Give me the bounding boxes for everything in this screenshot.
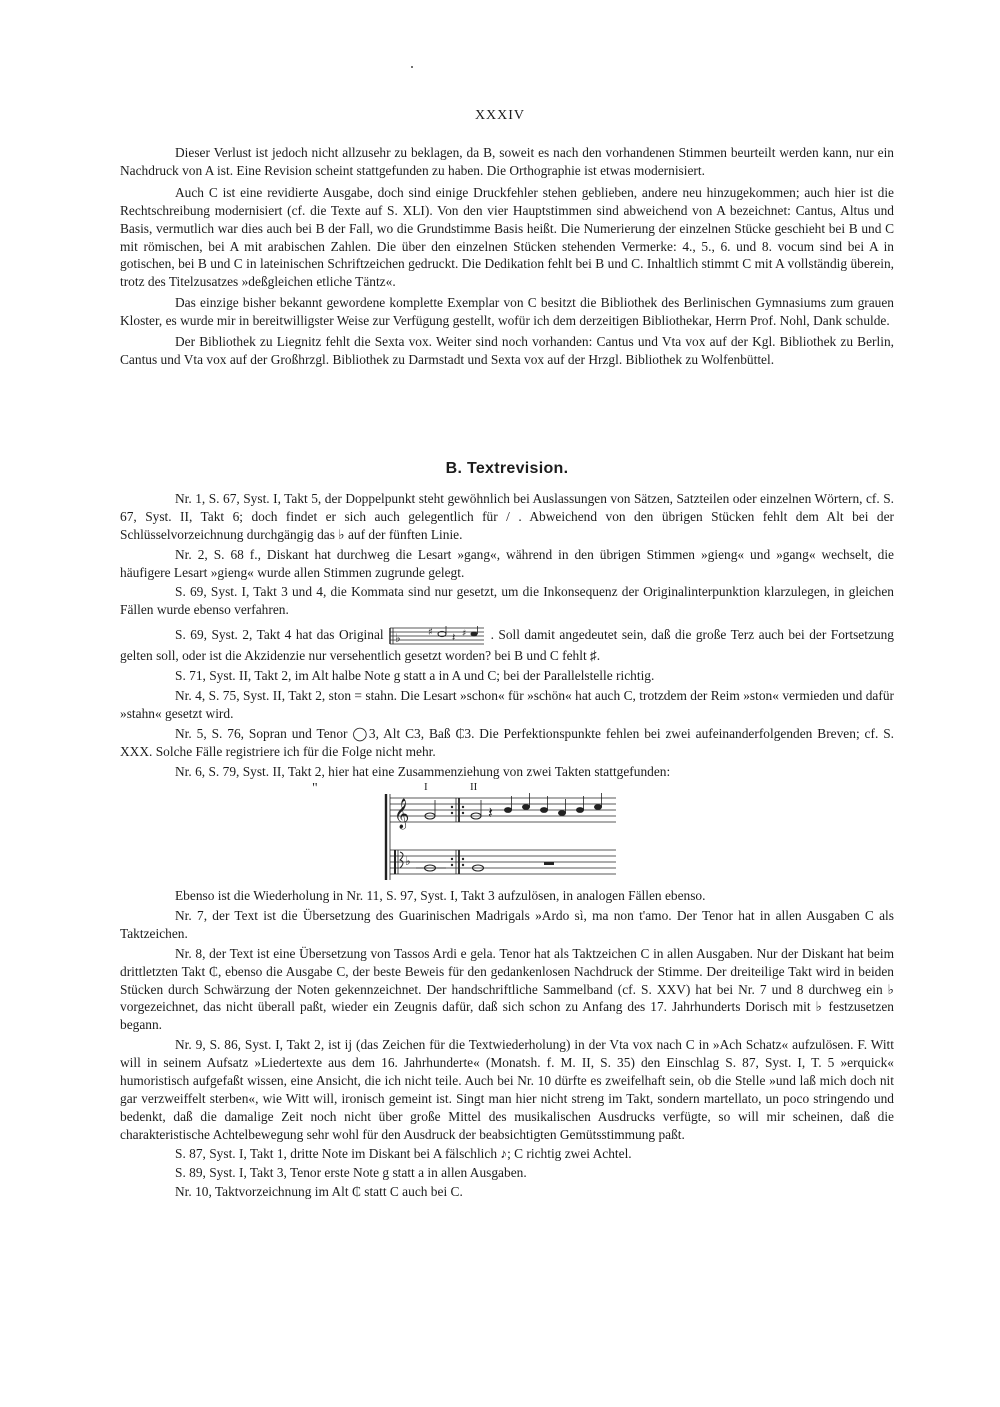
paragraph: Nr. 5, S. 76, Sopran und Tenor ◯3, Alt C3, Baß ₵3. Die Perfektionspunkte fehlen bei zwei aufeinanderfolgenden Breven; cf. S. XXX. Solche Fälle registriere ich für die Folge nicht mehr. <box>120 725 894 759</box>
svg-text:♯: ♯ <box>462 629 467 640</box>
music-score-example <box>312 778 622 888</box>
section-a <box>120 144 894 369</box>
flat-sign-icon: ♭ <box>405 854 411 868</box>
inline-example-lead: S. 69, Syst. 2, Takt 4 hat das Original <box>175 627 384 643</box>
section-b <box>120 460 894 781</box>
page-number: XXXIV <box>474 108 526 123</box>
print-speck <box>411 66 413 68</box>
paragraph: Nr. 9, S. 86, Syst. I, Takt 2, ist ij (das Zeichen für die Textwiederholung) in der Vta vox nach C in »Ach Schatz« aufzulösen. F. Witt will in seinem Aufsatz »Liedertexte aus dem 16. Jahrhunderte« (Monatsh. f. M. II, S. 35) den Einschlag S. 87, Syst. I, T. 5 »erquick« humoristisch aufgefaßt wissen, eine Ansicht, die ich nicht teile. Auch bei Nr. 10 dürfte es zweifelhaft sein, ob die Stelle »und laß mich doch nit gar verzweiffelt sterben«, wie Witt will, ironisch gemeint ist. Singt man hier nicht streng im Takt, sondern martellato, un poco stringendo und bedenkt, daß die damalige Zeit noch nicht über große Mittel des musikalischen Ausdrucks verfügte, so will mir scheinen, daß die charakteristische Achtelbewegung sehr wohl für den Ausdruck der beabsichtigten Gemütsstimmung paßt. <box>120 1037 894 1142</box>
paragraph: Nr. 2, S. 68 f., Diskant hat durchweg die Lesart »gang«, während in den übrigen Stimmen »gieng« und »gang« wechselt, die häufigere Lesart »gieng« wurde allen Stimmen zugrunde gelegt. <box>120 546 894 580</box>
svg-text:𝄽: 𝄽 <box>452 631 456 645</box>
paragraph: Auch C ist eine revidierte Ausgabe, doch sind einige Druckfehler stehen geblieben, andere neu hinzugekommen; auch hier ist die Rechtschreibung modernisiert (cf. die Texte auf S. XLI). Von den vier Hauptstimmen sind abweichend von A bezeichnet: Cantus, Altus und Basis, vermutlich war dies auch bei B der Fall, wo die Grundstimme Basis heißt. Die Numerierung der einzelnen Stücke geschieht bei B und C mit römischen, bei A mit arabischen Zahlen. Die über den einzelnen Stücken stehenden Vermerke: 4., 5., 6. und 8. vocum sind bei A in gotischen, bei B und C in lateinischen Schriftzeichen gedruckt. Die Dedikation fehlt bei B und C. Inhaltlich stimmt C mit A vollständig überein, trotz des Titelzusatzes »deßgleichen etliche Täntz«. <box>120 184 894 290</box>
section-b-continued <box>120 887 894 1200</box>
treble-clef-icon: 𝄞 <box>394 799 410 829</box>
paragraph: S. 71, Syst. II, Takt 2, im Alt halbe Note g statt a in A und C; bei der Parallelstelle richtig. <box>175 668 655 684</box>
paragraph: Nr. 8, der Text ist eine Übersetzung von Tassos Ardi e gela. Tenor hat als Taktzeichen C in allen Ausgaben. Nur der Diskant hat beim drittletzten Takt ₵, ebenso die Ausgabe C, der beste Beweis für den gedankenlosen Nachdruck der Stimme. Der dreiteilige Takt wird in beiden Stücken durch Schwärzung der Noten gekennzeichnet. Der handschriftliche Sammelband (cf. S. XXV) hat bei Nr. 7 und 8 durchweg ein ♭ vorgezeichnet, das nicht überall paßt, wieder ein Zeugnis dafür, daß sich schon zu Anfang des 17. Jahrhunderts Dorisch mit ♭ festzusetzen begann. <box>120 945 894 1033</box>
bar-label-one: I <box>424 781 428 793</box>
paragraph: Ebenso ist die Wiederholung in Nr. 11, S. 97, Syst. I, Takt 3 aufzulösen, in analogen Fällen ebenso. <box>175 888 706 903</box>
bar-label-two: II <box>470 781 478 793</box>
score-quote-mark: " <box>312 781 318 796</box>
paragraph: Nr. 4, S. 75, Syst. II, Takt 2, ston = stahn. Die Lesart »schon« für »schön« hat auch C, trotzdem der Reim »ston« vermieden und dafür »stahn« gesetzt wird. <box>120 688 894 721</box>
paragraph: S. 87, Syst. I, Takt 1, dritte Note im Diskant bei A fälschlich ♪; C richtig zwei Achtel. <box>175 1145 632 1161</box>
paragraph: Nr. 6, S. 79, Syst. II, Takt 2, hier hat eine Zusammenziehung von zwei Takten stattgefunden: <box>175 763 671 779</box>
paragraph: Nr. 7, der Text ist die Übersetzung des Guarinischen Madrigals »Ardo sì, ma non t'amo. Der Tenor hat in allen Ausgaben C als Taktzeichen. <box>120 907 894 941</box>
paragraph: S. 69, Syst. I, Takt 3 und 4, die Kommata sind nur gesetzt, um die Inkonsequenz der Originalinterpunktion klarzulegen, in gleichen Fällen wurde ebenso verfahren. <box>120 584 894 618</box>
paragraph-with-music-example <box>120 625 894 665</box>
paragraph: Dieser Verlust ist jedoch nicht allzusehr zu beklagen, da B, soweit es nach den vorhandenen Stimmen beurteilt werden kann, nur ein Nachdruck von A ist. Eine Revision scheint stattgefunden zu haben. Die Orthographie ist etwas modernisiert. <box>120 145 894 178</box>
paragraph: Das einzige bisher bekannt gewordene komplette Exemplar von C besitzt die Bibliothek des Berlinischen Gymnasiums zum grauen Kloster, es wurde mir in bereitwilligster Weise zur Verfügung gestellt, wofür ich dem derzeitigen Bibliothekar, Herrn Prof. Nohl, Dank schulde. <box>120 295 894 329</box>
lower-staff <box>390 850 616 874</box>
section-heading: B. Textrevision. <box>445 460 569 477</box>
paragraph: Nr. 1, S. 67, Syst. I, Takt 5, der Doppelpunkt steht gewöhnlich bei Auslassungen von Sätzen, Satzteilen oder einzelnen Wörtern, cf. S. 67, Syst. II, Takt 6; doch findet er sich auch gelegentlich für / . Abweichend von den übrigen Stücken fehlt dem Alt bei der Schlüsselvorzeichnung durchgängig das ♭ auf der fünften Linie. <box>120 490 894 542</box>
inline-example-tail: . Soll damit angedeutet sein, daß die große Terz auch bei der Fortsetzung gelten soll, oder ist die Akzidenzie nur versehentlich gesetzt worden? bei B und C fehlt ♯. <box>120 627 894 664</box>
paragraph: Der Bibliothek zu Liegnitz fehlt die Sexta vox. Weiter sind noch vorhanden: Cantus und Vta vox auf der Kgl. Bibliothek zu Berlin, Cantus und Vta vox auf der Großhrzgl. Bibliothek zu Darmstadt und Sexta vox auf der Hrzgl. Bibliothek zu Wolfenbüttel. <box>120 334 894 367</box>
inline-music-example <box>388 625 486 647</box>
paragraph: Nr. 10, Taktvorzeichnung im Alt ₵ statt C auch bei C. <box>175 1183 463 1199</box>
paragraph: S. 89, Syst. I, Takt 3, Tenor erste Note g statt a in allen Ausgaben. <box>175 1164 527 1180</box>
svg-text:𝄽: 𝄽 <box>488 803 493 822</box>
svg-text:♯: ♯ <box>428 627 433 639</box>
svg-text:♭: ♭ <box>395 631 401 646</box>
